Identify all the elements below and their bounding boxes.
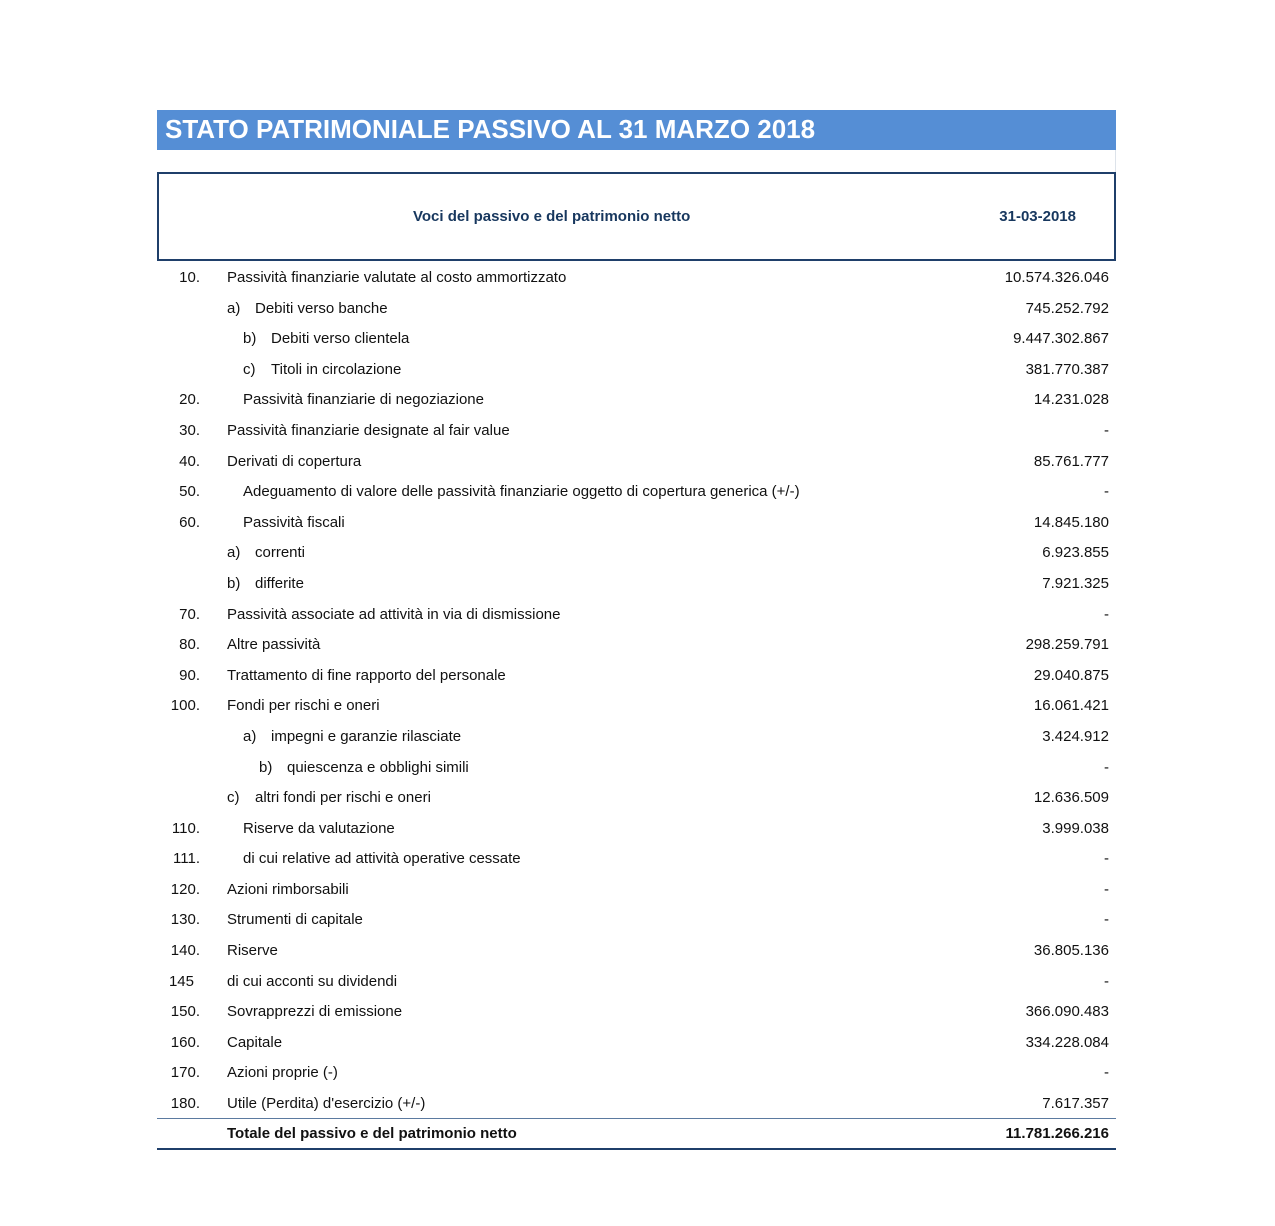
row-number: 110. xyxy=(171,819,200,837)
row-value: - xyxy=(1104,911,1109,929)
row-number: 20. xyxy=(179,391,200,409)
row-value: 381.770.387 xyxy=(1025,360,1109,378)
row-label-text: Riserve da valutazione xyxy=(243,819,395,837)
table-row xyxy=(157,752,1116,783)
table-row xyxy=(157,782,1116,813)
row-number: 100. xyxy=(170,697,200,715)
row-value: 745.252.792 xyxy=(1025,299,1109,317)
row-label xyxy=(227,544,305,561)
row-letter: a) xyxy=(227,544,241,562)
row-letter: b) xyxy=(227,574,241,592)
row-label xyxy=(227,1095,425,1112)
table-row xyxy=(157,629,1116,660)
row-label xyxy=(243,391,484,408)
row-value: 9.447.302.867 xyxy=(1013,330,1109,348)
row-label-text: Passività fiscali xyxy=(243,513,345,531)
title-bar xyxy=(157,110,1116,150)
row-value: 7.921.325 xyxy=(1042,574,1109,592)
row-label xyxy=(227,789,431,806)
table-row xyxy=(157,935,1116,966)
total-row xyxy=(157,1118,1116,1150)
column-header-date: 31-03-2018 xyxy=(999,208,1076,225)
table-body xyxy=(157,262,1116,1119)
row-label-text: quiescenza e obblighi simili xyxy=(287,758,469,776)
row-label-text: Sovrapprezzi di emissione xyxy=(227,1003,403,1021)
row-number: 111. xyxy=(173,850,200,868)
row-value: 3.424.912 xyxy=(1042,727,1109,745)
row-number: 70. xyxy=(179,605,200,623)
row-label-text: differite xyxy=(255,574,304,592)
row-number: 140. xyxy=(170,942,200,960)
row-number: 120. xyxy=(170,880,200,898)
row-value: 6.923.855 xyxy=(1042,544,1109,562)
total-label: Totale del passivo e del patrimonio netto xyxy=(227,1125,517,1142)
row-label xyxy=(227,300,388,317)
row-letter: a) xyxy=(227,299,241,317)
row-value: - xyxy=(1104,758,1109,776)
row-number: 90. xyxy=(179,666,200,684)
row-label-text: Trattamento di fine rapporto del personale xyxy=(227,666,506,684)
row-label-text: Passività finanziarie designate al fair value xyxy=(227,421,510,439)
row-number: 10. xyxy=(179,269,200,286)
row-label xyxy=(227,911,363,928)
row-value: 10.574.326.046 xyxy=(1004,269,1109,286)
row-letter: c) xyxy=(227,789,240,807)
row-label xyxy=(243,850,521,867)
row-label xyxy=(243,820,395,837)
row-value: 14.845.180 xyxy=(1033,513,1109,531)
table-row xyxy=(157,262,1116,293)
table-row xyxy=(157,1088,1116,1119)
row-number: 80. xyxy=(179,636,200,654)
row-number: 130. xyxy=(170,911,200,929)
row-number: 40. xyxy=(179,452,200,470)
row-label-text: Titoli in circolazione xyxy=(271,360,402,378)
row-label-text: Debiti verso clientela xyxy=(271,330,410,348)
row-label xyxy=(227,636,320,653)
row-value: 85.761.777 xyxy=(1033,452,1109,470)
row-label-text: Passività associate ad attività in via di dismissione xyxy=(227,605,561,623)
row-label xyxy=(227,575,304,592)
row-label xyxy=(259,759,469,776)
table-row xyxy=(157,904,1116,935)
row-label xyxy=(227,667,506,684)
row-label-text: impegni e garanzie rilasciate xyxy=(271,727,462,745)
row-number: 50. xyxy=(179,483,200,501)
table-row xyxy=(157,996,1116,1027)
table-row xyxy=(157,384,1116,415)
row-label-text: Passività finanziarie di negoziazione xyxy=(243,391,484,409)
row-label xyxy=(227,697,380,714)
table-row xyxy=(157,843,1116,874)
row-label xyxy=(227,1034,282,1051)
table-row xyxy=(157,476,1116,507)
row-label-text: Altre passività xyxy=(227,636,321,654)
row-label-text: Azioni rimborsabili xyxy=(227,880,349,898)
row-value: 12.636.509 xyxy=(1033,789,1109,807)
table-header xyxy=(157,172,1116,261)
row-number: 160. xyxy=(170,1033,200,1051)
row-label xyxy=(227,973,397,990)
row-label xyxy=(227,422,510,439)
table-row xyxy=(157,1057,1116,1088)
row-number: 150. xyxy=(170,1003,200,1021)
row-label-text: altri fondi per rischi e oneri xyxy=(255,789,431,807)
row-value: - xyxy=(1104,880,1109,898)
row-letter: b) xyxy=(243,330,257,348)
row-label-text: Derivati di copertura xyxy=(227,452,362,470)
row-label-text: Strumenti di capitale xyxy=(227,911,363,929)
row-label xyxy=(227,1003,402,1020)
row-number: 60. xyxy=(179,513,200,531)
row-label-text: Azioni proprie (-) xyxy=(227,1064,338,1082)
row-value: - xyxy=(1104,1064,1109,1082)
row-value: - xyxy=(1104,605,1109,623)
row-value: 16.061.421 xyxy=(1033,697,1109,715)
table-row xyxy=(157,415,1116,446)
row-label-text: Fondi per rischi e oneri xyxy=(227,697,380,715)
row-number: 30. xyxy=(179,421,200,439)
row-label-text: Debiti verso banche xyxy=(255,299,388,317)
row-number: 145 xyxy=(168,972,194,990)
row-label xyxy=(227,606,561,623)
row-letter: b) xyxy=(259,758,273,776)
row-label xyxy=(243,361,401,378)
table-row xyxy=(157,813,1116,844)
document-title: STATO PATRIMONIALE PASSIVO AL 31 MARZO 2018 xyxy=(165,114,816,144)
row-label-text: di cui relative ad attività operative cessate xyxy=(243,850,521,868)
row-label xyxy=(227,453,361,470)
table-row xyxy=(157,323,1116,354)
row-label-text: Passività finanziarie valutate al costo ammortizzato xyxy=(227,269,567,286)
table-row xyxy=(157,599,1116,630)
row-value: 334.228.084 xyxy=(1025,1033,1109,1051)
table-row xyxy=(157,1027,1116,1058)
row-label xyxy=(243,728,461,745)
row-label-text: Adeguamento di valore delle passività finanziarie oggetto di copertura generica (+/-) xyxy=(243,483,800,501)
row-value: 366.090.483 xyxy=(1025,1003,1109,1021)
row-label-text: Riserve xyxy=(227,942,278,960)
row-label xyxy=(243,483,800,500)
title-spacer xyxy=(157,150,1116,172)
row-label-text: Utile (Perdita) d'esercizio (+/-) xyxy=(227,1095,426,1113)
table-row xyxy=(157,721,1116,752)
row-value: - xyxy=(1104,850,1109,868)
column-header-description: Voci del passivo e del patrimonio netto xyxy=(413,208,691,225)
table-row xyxy=(157,690,1116,721)
row-value: - xyxy=(1104,972,1109,990)
row-label xyxy=(243,330,409,347)
table-row xyxy=(157,507,1116,538)
table-row xyxy=(157,874,1116,905)
row-value: 7.617.357 xyxy=(1042,1095,1109,1113)
row-value: 298.259.791 xyxy=(1025,636,1109,654)
row-number: 170. xyxy=(170,1064,200,1082)
row-number: 180. xyxy=(170,1095,200,1113)
row-label-text: di cui acconti su dividendi xyxy=(227,972,398,990)
row-value: 3.999.038 xyxy=(1042,819,1109,837)
row-value: 14.231.028 xyxy=(1033,391,1109,409)
table-row xyxy=(157,660,1116,691)
table-row xyxy=(157,354,1116,385)
total-value: 11.781.266.216 xyxy=(1005,1125,1109,1142)
table-row xyxy=(157,293,1116,324)
table-row xyxy=(157,966,1116,997)
row-label-text: correnti xyxy=(255,544,306,562)
row-label xyxy=(227,942,278,959)
row-label xyxy=(227,269,566,286)
row-label-text: Capitale xyxy=(227,1033,283,1051)
row-value: 36.805.136 xyxy=(1033,942,1109,960)
table-row xyxy=(157,568,1116,599)
row-value: - xyxy=(1104,483,1109,501)
row-value: 29.040.875 xyxy=(1033,666,1109,684)
row-value: - xyxy=(1104,421,1109,439)
row-label xyxy=(227,881,349,898)
row-label xyxy=(227,1064,338,1081)
row-letter: a) xyxy=(243,727,257,745)
table-row xyxy=(157,537,1116,568)
row-letter: c) xyxy=(243,360,256,378)
row-label xyxy=(243,514,345,531)
table-row xyxy=(157,446,1116,477)
